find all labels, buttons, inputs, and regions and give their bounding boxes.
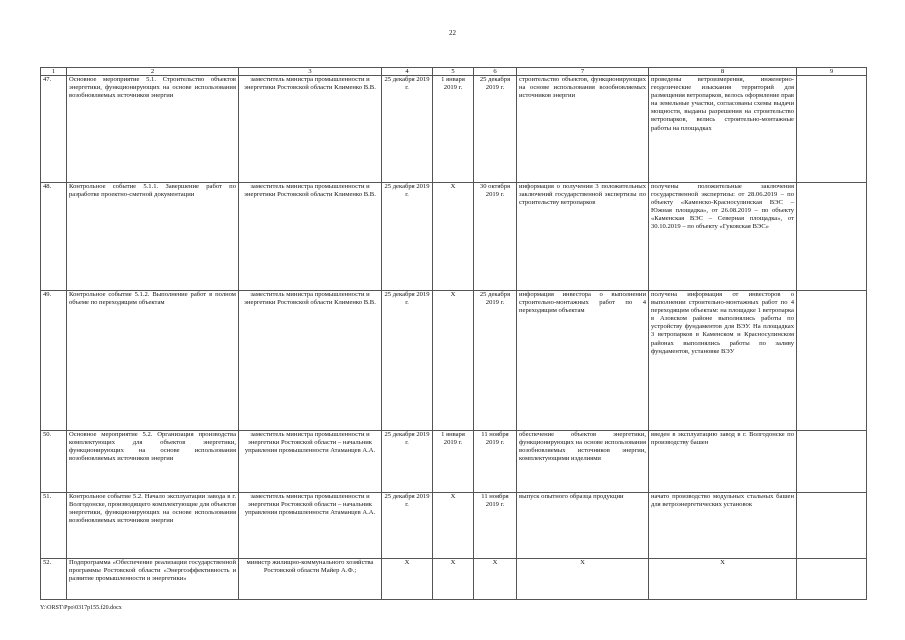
start-date: X [433,559,474,600]
responsible-person: заместитель министра промышленности и энергетики Ростовской области – начальник управления промышленности Атаманцев А.А. [239,493,382,559]
start-date: 1 января 2019 г. [433,431,474,493]
responsible-person: заместитель министра промышленности и энергетики Ростовской области Клименко В.В. [239,76,382,183]
planned-result: выпуск опытного образца продукции [517,493,649,559]
row-number: 51. [41,493,67,559]
row-number: 49. [41,291,67,431]
column-header: 5 [433,68,474,76]
actual-result: введен в эксплуатацию завод в г. Волгодонске по производству башен [649,431,797,493]
actual-result: проведены ветроизмерения, инженерно-геодезические изыскания территорий для размещения ветропарков, велось оформление прав на земельные участки, согласованы схемы выдачи мощности, выданы разрешения на строительство ветропарков, велись строительно-монтажные работы на площадках [649,76,797,183]
column-header: 9 [797,68,867,76]
activity-name: Контрольное событие 5.2. Начало эксплуатации завода в г. Волгодонске, производящего комплектующие для объектов энергетики, функционирующих на основе использования возобновляемых источников энергии [67,493,239,559]
plan-date: 25 декабря 2019 г. [382,183,433,291]
plan-date: 25 декабря 2019 г. [382,291,433,431]
table-row [41,183,867,291]
column-header: 2 [67,68,239,76]
plan-date: X [382,559,433,600]
table-row [41,76,867,183]
column-number-row [41,68,867,76]
actual-result: получена информация от инвесторов о выполнении строительно-монтажных работ по 4 переходящим объектам: на площадке 1 ветропарка в Азовском районе выполнялись работы по устройству фундаментов для ВЭУ. На площадках 3 ветропарков в Каменском и Красносулинском районах выполнялись работы по заливу фундаментов, установке ВЭУ [649,291,797,431]
end-date: 25 декабря 2019 г. [474,76,517,183]
notes-cell [797,493,867,559]
column-header: 1 [41,68,67,76]
notes-cell [797,183,867,291]
plan-date: 25 декабря 2019 г. [382,493,433,559]
page-number: 22 [449,29,456,37]
file-path-footer: Y:\ORST\Ppo\0317p155.f20.docx [40,605,122,611]
start-date: X [433,183,474,291]
table-row [41,291,867,431]
planned-result: строительство объектов, функционирующих на основе использования возобновляемых источников энергии [517,76,649,183]
responsible-person: заместитель министра промышленности и энергетики Ростовской области Клименко В.В. [239,183,382,291]
end-date: 25 декабря 2019 г. [474,291,517,431]
responsible-person: заместитель министра промышленности и энергетики Ростовской области Клименко В.В. [239,291,382,431]
row-number: 50. [41,431,67,493]
end-date: X [474,559,517,600]
column-header: 7 [517,68,649,76]
start-date: X [433,291,474,431]
notes-cell [797,431,867,493]
responsible-person: министр жилищно-коммунального хозяйства Ростовской области Майер А.Ф.; [239,559,382,600]
plan-date: 25 декабря 2019 г. [382,431,433,493]
column-header: 3 [239,68,382,76]
actual-result: начато производство модульных стальных башен для ветроэнергетических установок [649,493,797,559]
planned-result: обеспечение объектов энергетики, функционирующих на основе использования возобновляемых источников энергии, комплектующими изделиями [517,431,649,493]
end-date: 11 ноября 2019 г. [474,493,517,559]
row-number: 48. [41,183,67,291]
column-header: 6 [474,68,517,76]
planned-result: информация о получении 3 положительных заключений государственной экспертизы по строительству ветропарков [517,183,649,291]
notes-cell [797,559,867,600]
notes-cell [797,291,867,431]
table-row [41,493,867,559]
table-row [41,559,867,600]
column-header: 8 [649,68,797,76]
column-header: 4 [382,68,433,76]
responsible-person: заместитель министра промышленности и энергетики Ростовской области – начальник управления промышленности Атаманцев А.А. [239,431,382,493]
end-date: 30 октября 2019 г. [474,183,517,291]
start-date: X [433,493,474,559]
start-date: 1 января 2019 г. [433,76,474,183]
activity-name: Контрольное событие 5.1.1. Завершение работ по разработке проектно-сметной документации [67,183,239,291]
table-row [41,431,867,493]
actual-result: X [649,559,797,600]
report-table [40,67,867,600]
plan-date: 25 декабря 2019 г. [382,76,433,183]
activity-name: Подпрограмма «Обеспечение реализации государственной программы Ростовской области «Энергоэффективность и развитие промышленности и энергетики» [67,559,239,600]
actual-result: получены положительные заключения государственной экспертизы: от 28.06.2019 – по объекту «Каменско-Красносулинская ВЭС – Южная площадка», от 26.08.2019 – по объекту «Каменская ВЭС – Северная площадка», от 30.10.2019 – по объекту «Гуковская ВЭС» [649,183,797,291]
planned-result: X [517,559,649,600]
end-date: 11 ноября 2019 г. [474,431,517,493]
row-number: 47. [41,76,67,183]
planned-result: информация инвестора о выполнении строительно-монтажных работ по 4 переходящим объектам [517,291,649,431]
activity-name: Основное мероприятие 5.2. Организация производства комплектующих для объектов энергетики, функционирующих на основе использования возобновляемых источников энергии [67,431,239,493]
notes-cell [797,76,867,183]
activity-name: Контрольное событие 5.1.2. Выполнение работ в полном объеме по переходящим объектам [67,291,239,431]
row-number: 52. [41,559,67,600]
activity-name: Основное мероприятие 5.1. Строительство объектов энергетики, функционирующих на основе использования возобновляемых источников энергии [67,76,239,183]
